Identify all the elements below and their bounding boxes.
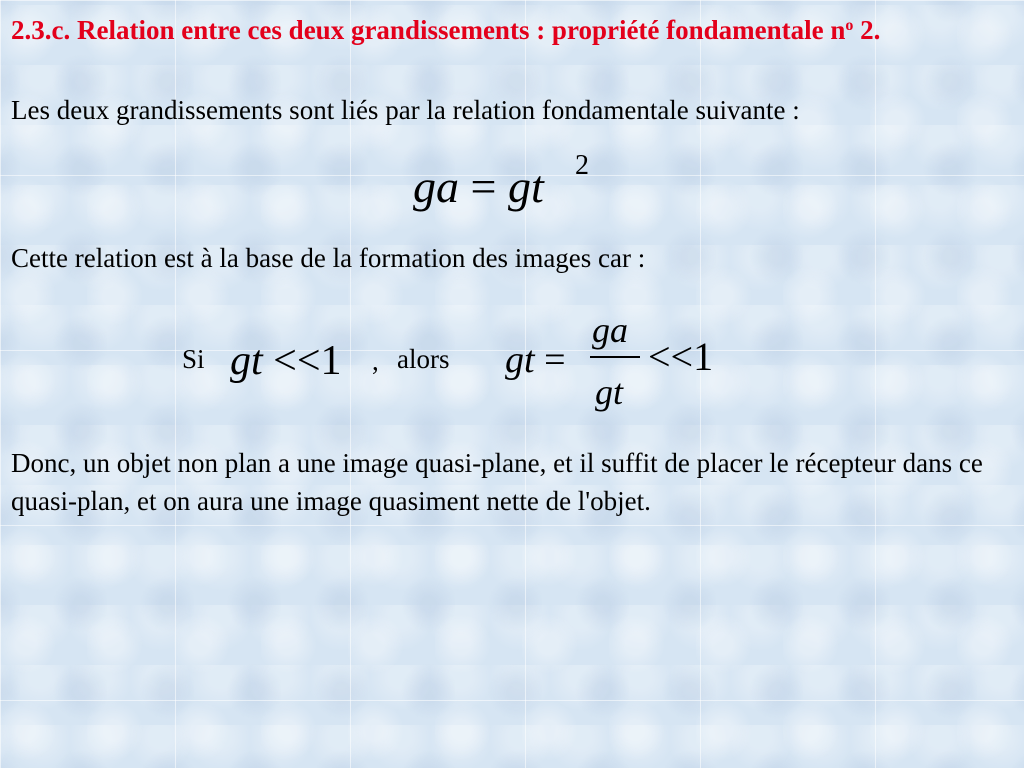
condition-comma: , (372, 346, 379, 376)
formula-exponent: 2 (575, 150, 589, 181)
fraction-bar (590, 356, 640, 358)
result-lhs: gt (505, 339, 535, 381)
intro-text: Les deux grandissements sont liés par la relation fondamentale suivante : (11, 95, 800, 125)
condition-operator: << (262, 338, 321, 384)
result-rhs-formula (648, 334, 713, 380)
result-rhs: 1 (693, 334, 714, 379)
result-lhs-formula (505, 337, 566, 383)
result-equals: = (534, 339, 566, 381)
then-word: alors (397, 344, 450, 374)
fraction-denominator: gt (595, 372, 624, 412)
conclusion-text: Donc, un objet non plan a une image quasi-plane, et il suffit de placer le récepteur dans ce quasi-plan, et on aura une image quasiment nette de l'objet. (11, 448, 983, 516)
title-suffix: 2. (853, 15, 881, 45)
formula-lhs: ga (413, 161, 459, 212)
fraction-numerator: ga (592, 310, 628, 350)
if-word: Si (182, 344, 205, 374)
slide-title (11, 12, 1011, 48)
result-compare: << (648, 334, 694, 379)
condition-formula (230, 337, 342, 385)
formula-equals: = (459, 161, 508, 212)
main-formula (413, 150, 589, 214)
condition-rhs: 1 (320, 338, 342, 384)
title-superscript: o (845, 17, 854, 34)
condition-lhs: gt (230, 338, 263, 384)
reason-text: Cette relation est à la base de la formation des images car : (11, 243, 646, 273)
formula-rhs: gt (507, 161, 544, 212)
title-main: 2.3.c. Relation entre ces deux grandissements : propriété fondamentale n (11, 15, 846, 45)
